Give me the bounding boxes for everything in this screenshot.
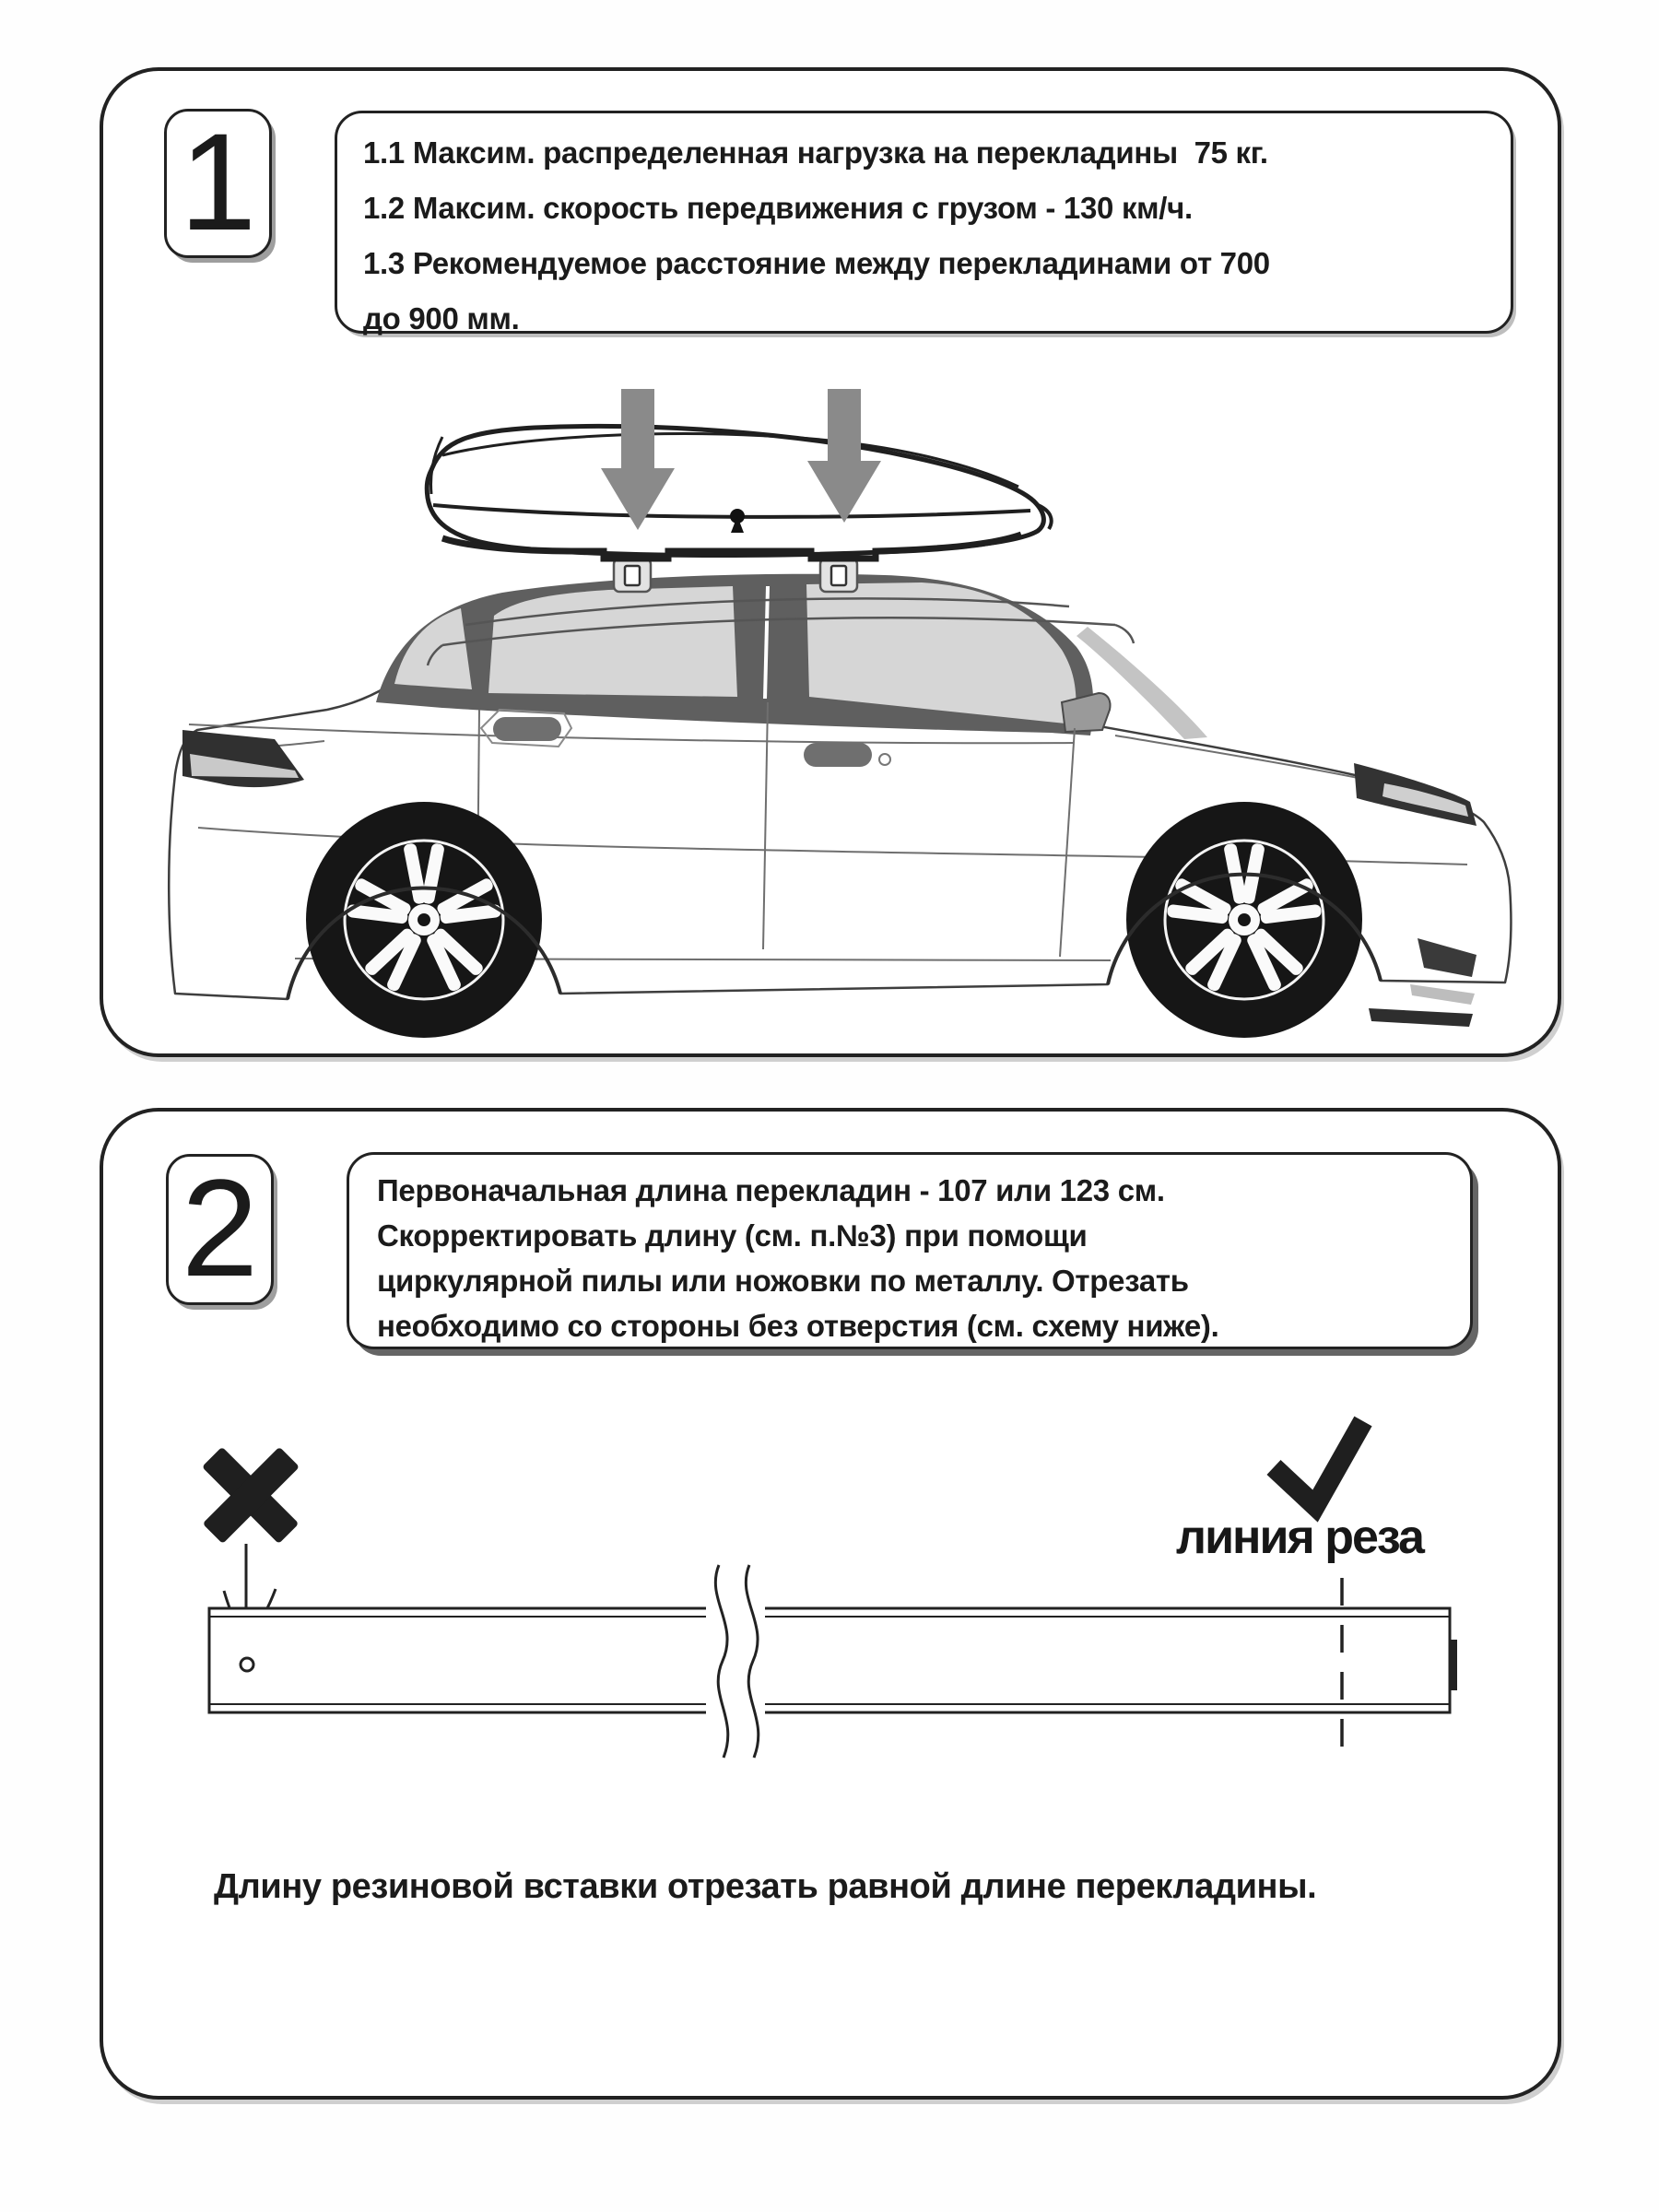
wrong-mark-icon <box>202 1447 300 1544</box>
instruction-line: Скорректировать длину (см. п.№3) при помощи <box>377 1218 1088 1253</box>
car-roofbox-illustration <box>138 348 1535 1049</box>
rear-wheel <box>306 802 542 1038</box>
crossbar-hole <box>241 1658 253 1671</box>
roof-cargo-box <box>427 426 1051 559</box>
end-notch <box>1450 1640 1457 1690</box>
step-2-instructions-box <box>347 1152 1473 1349</box>
instruction-line: 1.2 Максим. скорость передвижения с грузом - 130 км/ч. <box>363 191 1193 225</box>
step-2-number: 2 <box>181 1150 259 1305</box>
instruction-line: 1.1 Максим. распределенная нагрузка на перекладины 75 кг. <box>363 135 1268 170</box>
front-wheel <box>1126 802 1362 1038</box>
check-icon <box>1274 1421 1363 1506</box>
instruction-line: необходимо со стороны без отверстия (см. схему ниже). <box>377 1309 1219 1343</box>
instruction-line: Первоначальная длина перекладин - 107 или 123 см. <box>377 1173 1165 1207</box>
step-1-number-box <box>164 104 272 259</box>
cut-line-label: линия реза <box>1176 1511 1423 1564</box>
rubber-insert-caption: Длину резиновой вставки отрезать равной длине перекладины. <box>214 1867 1317 1906</box>
crossbar-profile <box>209 1565 1457 1758</box>
step-1-instructions-box <box>335 111 1513 334</box>
instruction-line: до 900 мм. <box>363 301 520 335</box>
step-2-number-box <box>166 1150 274 1305</box>
crossbar-cut-diagram <box>138 1401 1493 1788</box>
instruction-line: 1.3 Рекомендуемое расстояние между перекладинами от 700 <box>363 246 1270 280</box>
step-1-number: 1 <box>179 104 257 259</box>
break-squiggle <box>706 1565 765 1758</box>
instruction-line: циркулярной пилы или ножовки по металлу. Отрезать <box>377 1264 1189 1298</box>
